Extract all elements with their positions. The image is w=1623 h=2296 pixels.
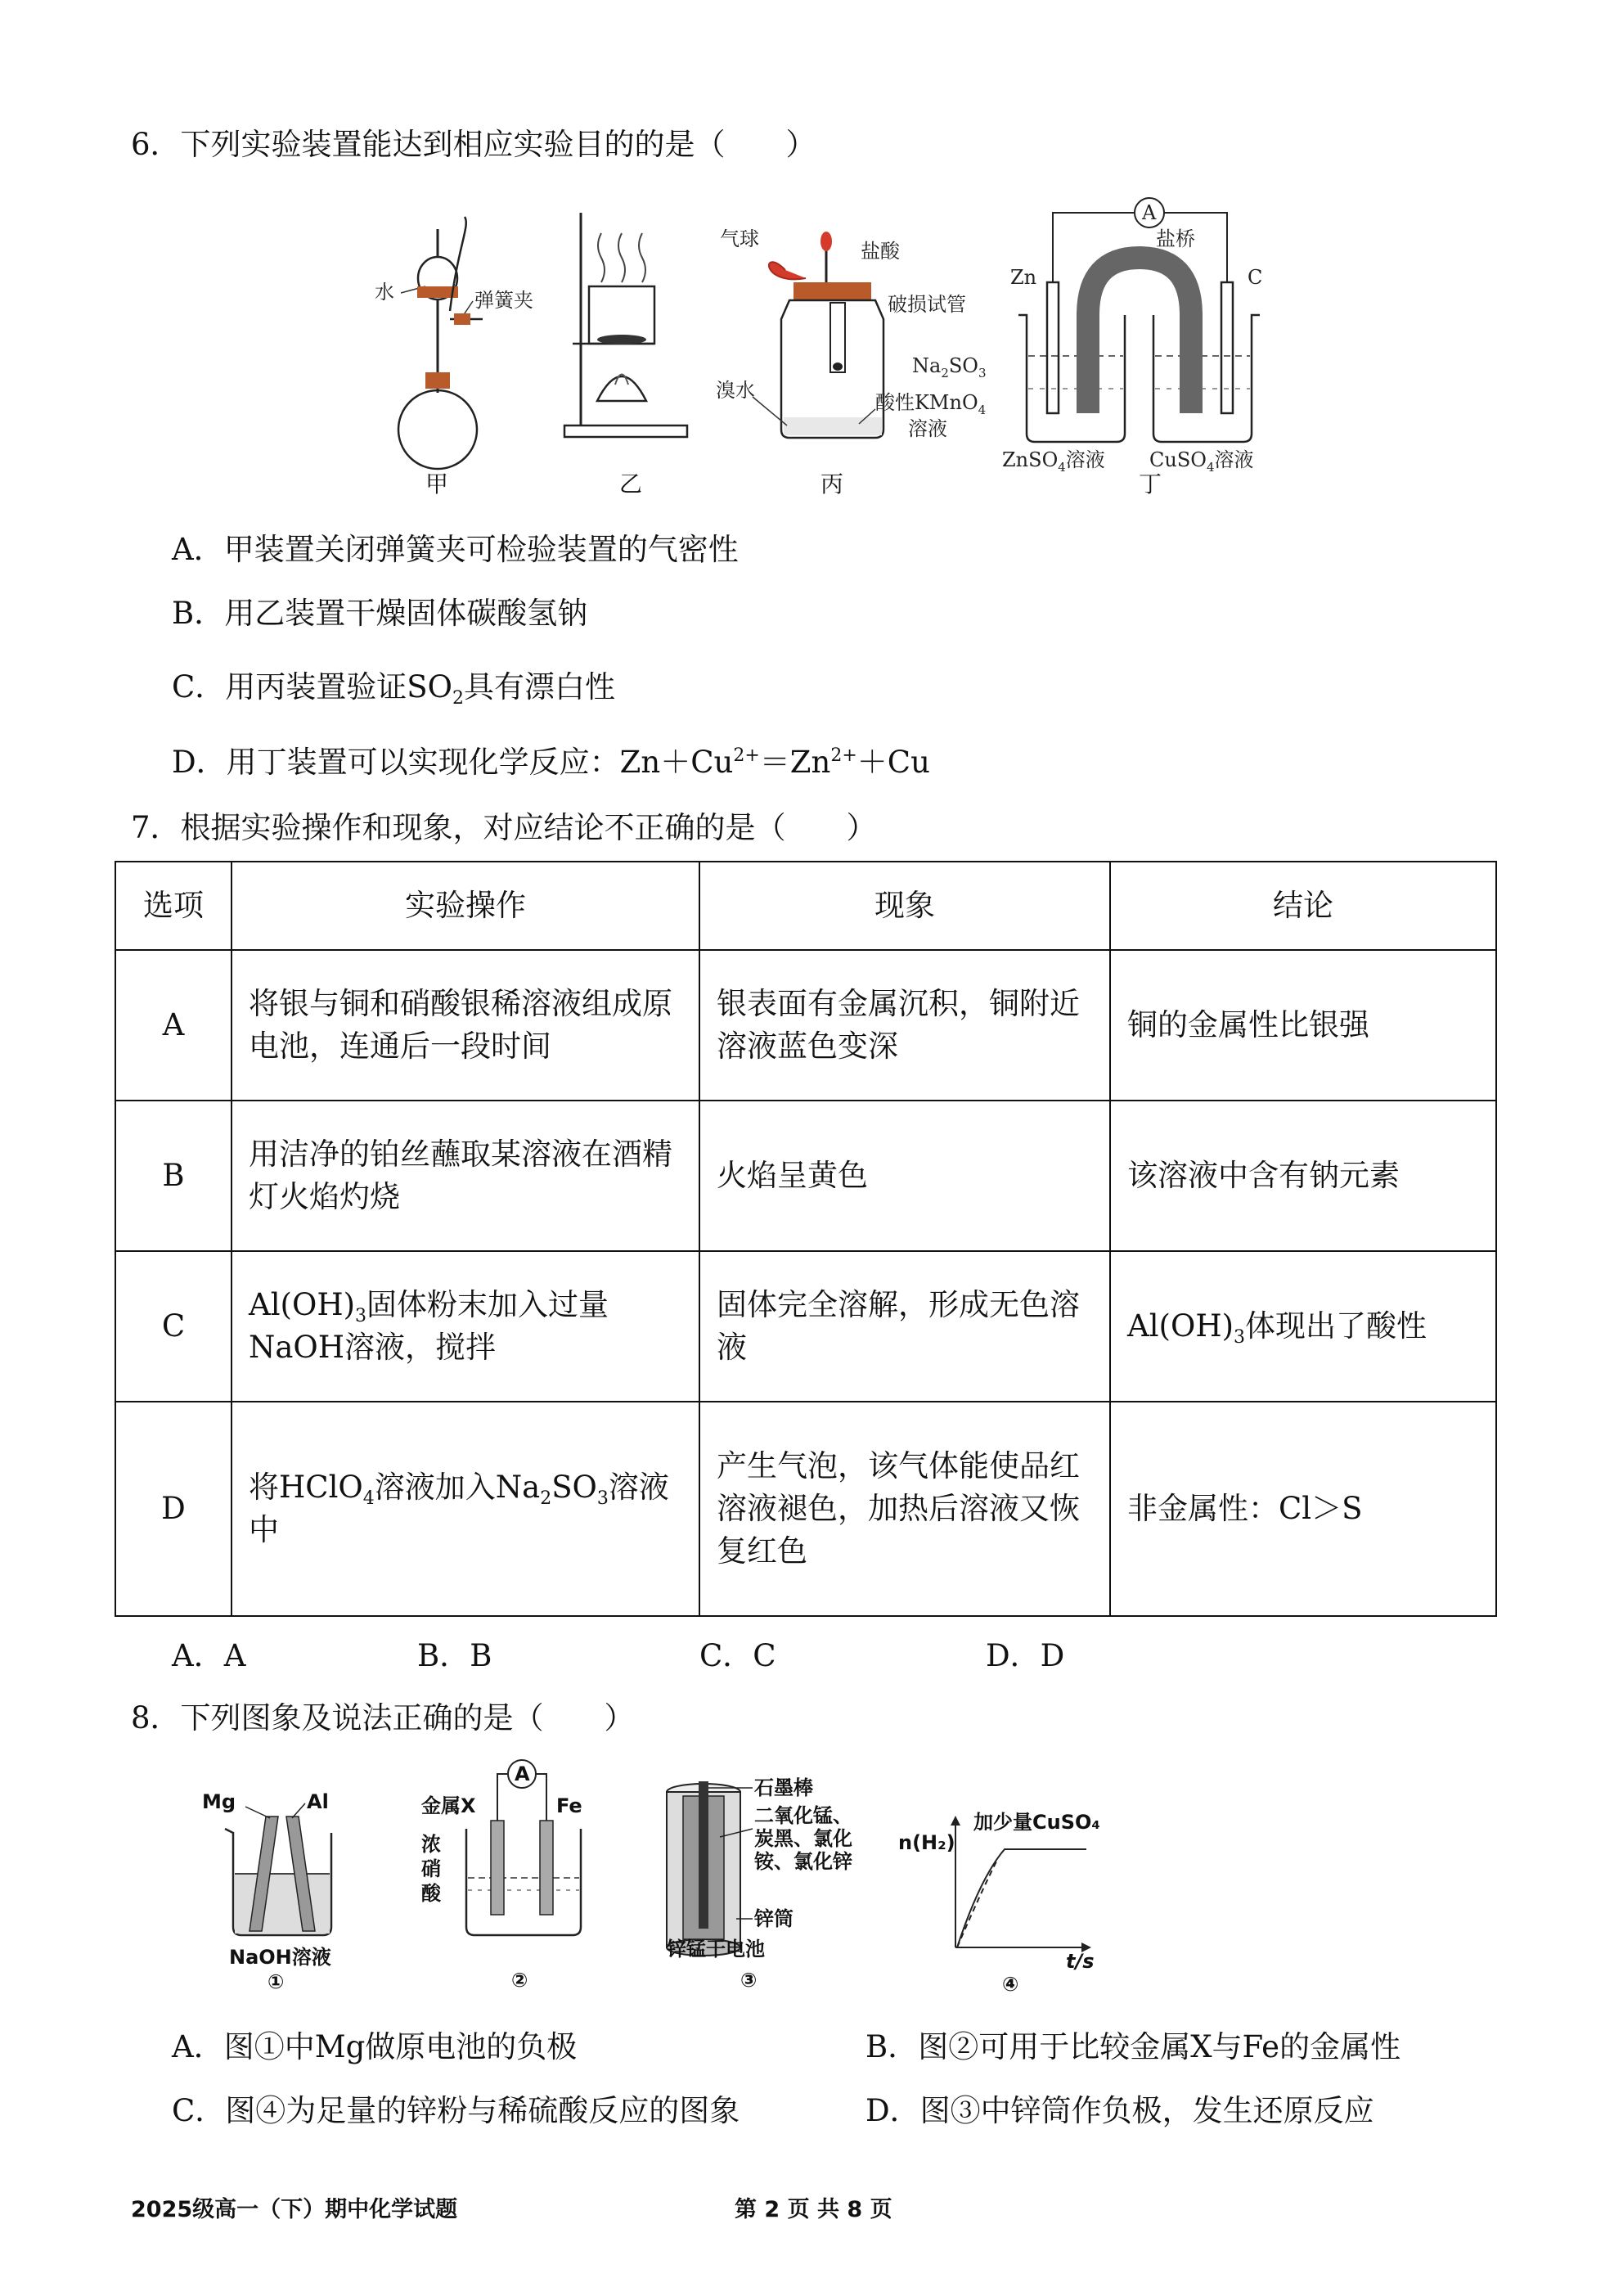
ding-zn-label: Zn [1010, 266, 1037, 289]
q7-answer-b: B．B [417, 1638, 492, 1673]
q6-stem: 6．下列实验装置能达到相应实验目的的是（ ） [131, 127, 816, 162]
row-phenomenon: 产生气泡，该气体能使品红溶液褪色，加热后溶液又恢复红色 [699, 1402, 1110, 1616]
ding-cuso4-label: CuSO [1149, 448, 1207, 471]
q8-option-b: B．图②可用于比较金属X与Fe的金属性 [865, 2029, 1401, 2064]
fig1-number: ① [268, 1970, 285, 1992]
footer-page-number: 第 2 页 共 8 页 [735, 2197, 892, 2222]
q8-option-a: A．图①中Mg做原电池的负极 [172, 2029, 578, 2064]
row-option: D [115, 1402, 232, 1616]
header-option: 选项 [115, 862, 232, 950]
row-operation: $Al(OH)_3$固体粉末加入过量NaOH溶液，搅拌 [232, 1251, 699, 1402]
fig3-label-4: 铵、氯化锌 [754, 1850, 852, 1873]
table-row [115, 1402, 1496, 1616]
jia-water-label: 水 [375, 281, 394, 304]
figure-yi [556, 205, 704, 450]
bing-acid-label: 盐酸 [861, 240, 900, 263]
bing-bromine-label: 溴水 [716, 379, 755, 402]
fig3-label-3: 炭黑、氯化 [754, 1827, 852, 1850]
row-phenomenon: 固体完全溶解，形成无色溶液 [699, 1251, 1110, 1402]
fig4-number: ④ [1002, 1973, 1019, 1996]
figure-bing-caption: 丙 [820, 470, 844, 497]
q8-figure-1 [200, 1784, 364, 1992]
fig4-legend: 加少量CuSO₄ [973, 1811, 1100, 1834]
header-operation: 实验操作 [232, 862, 699, 950]
table-row [115, 1251, 1496, 1402]
row-operation: 将银与铜和硝酸银稀溶液组成原电池，连通后一段时间 [232, 950, 699, 1101]
row-phenomenon: 火焰呈黄色 [699, 1101, 1110, 1251]
fig2-metal-label: 金属X [421, 1794, 476, 1817]
q7-answer-d: D．D [986, 1638, 1065, 1673]
q7-stem: 7．根据实验操作和现象，对应结论不正确的是（ ） [131, 810, 877, 845]
table-header-row [115, 862, 1496, 950]
table-row [115, 1101, 1496, 1251]
q8-figure-4 [898, 1804, 1119, 1997]
figure-ding-caption: 丁 [1139, 470, 1162, 497]
fig2-acid-label-2: 硝 [421, 1857, 441, 1880]
bing-tube-label: 破损试管 [888, 293, 966, 316]
q8-figure-2 [417, 1751, 597, 1992]
fig3-number: ③ [740, 1969, 758, 1992]
row-option: C [115, 1251, 232, 1402]
svg-text:Na2SO3: $Na_2SO_3$ [912, 354, 987, 380]
fig2-acid-label-3: 酸 [421, 1882, 441, 1905]
q8-option-d: D．图③中锌筒作负极，发生还原反应 [865, 2093, 1374, 2128]
q8-option-c: C．图④为足量的锌粉与稀硫酸反应的图象 [172, 2093, 740, 2128]
fig4-xlabel: t/s [1066, 1950, 1095, 1973]
q8-figure-3 [654, 1772, 867, 1992]
row-phenomenon: 银表面有金属沉积，铜附近溶液蓝色变深 [699, 950, 1110, 1101]
svg-text:ZnSO4溶液: ZnSO$_4$溶液 [1002, 448, 1105, 475]
q7-answer-c: C．C [699, 1638, 776, 1673]
figure-jia [360, 196, 573, 499]
jia-clip-label: 弹簧夹 [474, 289, 533, 312]
table-row [115, 950, 1496, 1101]
figure-jia-caption: 甲 [425, 470, 449, 497]
fig1-naoh-label: NaOH溶液 [229, 1946, 331, 1969]
q6-option-d: D．用丁装置可以实现化学反应：$Zn+Cu^{2+}=Zn^{2+}+Cu$ [172, 745, 930, 780]
header-phenomenon: 现象 [699, 862, 1110, 950]
figure-yi-caption: 乙 [619, 470, 643, 497]
footer-title: 2025级高一（下）期中化学试题 [131, 2197, 458, 2222]
row-conclusion: 铜的金属性比银强 [1110, 950, 1496, 1101]
fig2-number: ② [511, 1969, 528, 1992]
row-conclusion: 该溶液中含有钠元素 [1110, 1101, 1496, 1251]
fig2-ammeter-label: A [515, 1763, 530, 1785]
figure-ding [1002, 192, 1288, 499]
fig1-al-label: Al [307, 1790, 329, 1813]
row-conclusion: $Al(OH)_3$体现出了酸性 [1110, 1251, 1496, 1402]
row-operation: 将HClO$_4$溶液加入$Na_2SO_3$溶液中 [232, 1402, 699, 1616]
ding-bridge-label: 盐桥 [1156, 227, 1195, 250]
svg-text:酸性KMnO4: 酸性KMnO$_4$ [875, 391, 987, 417]
row-option: B [115, 1101, 232, 1251]
bing-solution-label: 溶液 [908, 417, 947, 440]
ding-znso4-label: ZnSO [1002, 448, 1059, 471]
fig3-label-5: 锌筒 [754, 1907, 794, 1930]
bing-kmno4-label: 酸性KMnO [875, 391, 978, 414]
fig1-mg-label: Mg [202, 1790, 236, 1813]
fig3-label-2: 二氧化锰、 [754, 1804, 852, 1827]
header-conclusion: 结论 [1110, 862, 1496, 950]
fig3-caption: 锌锰干电池 [667, 1938, 765, 1961]
row-operation: 用洁净的铂丝蘸取某溶液在酒精灯火焰灼烧 [232, 1101, 699, 1251]
figure-bing [712, 221, 1006, 458]
q6-option-a: A．甲装置关闭弹簧夹可检验装置的气密性 [172, 532, 739, 567]
svg-text:CuSO4溶液: CuSO$_4$溶液 [1149, 448, 1254, 475]
bing-balloon-label: 气球 [720, 227, 759, 250]
fig3-label-1: 石墨棒 [754, 1776, 813, 1799]
q7-table [115, 861, 1497, 1617]
ding-c-label: C [1248, 266, 1263, 289]
fig4-ylabel: n(H₂) [898, 1831, 955, 1854]
ding-ammeter-label: A [1142, 201, 1157, 224]
fig2-fe-label: Fe [556, 1794, 582, 1817]
fig2-acid-label-1: 浓 [421, 1833, 441, 1856]
row-conclusion: 非金属性：Cl＞S [1110, 1402, 1496, 1616]
row-option: A [115, 950, 232, 1101]
q6-option-b: B．用乙装置干燥固体碳酸氢钠 [172, 596, 588, 631]
q6-option-c: C．用丙装置验证$SO_2$具有漂白性 [172, 669, 615, 709]
q8-stem: 8．下列图象及说法正确的是（ ） [131, 1700, 635, 1736]
bing-na-label: Na [912, 354, 942, 377]
q7-answer-a: A．A [172, 1638, 246, 1673]
